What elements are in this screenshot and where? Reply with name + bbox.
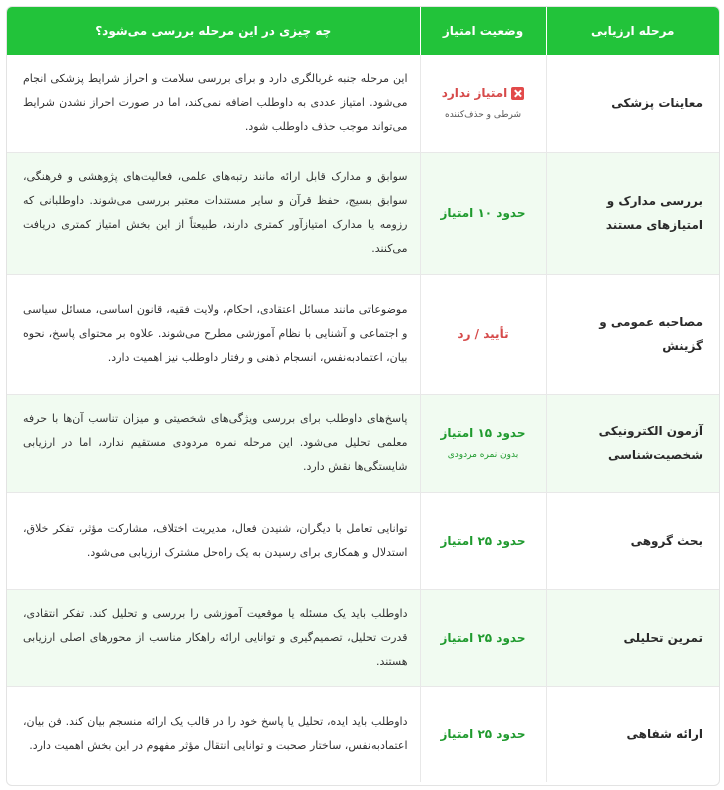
status-cell <box>420 589 546 686</box>
status-label: حدود ۲۵ امتیاز <box>440 630 526 645</box>
status-label: امتیاز ندارد <box>433 83 534 103</box>
stage-cell: بررسی مدارک و امتیازهای مستند <box>546 152 719 274</box>
x-mark-icon <box>511 87 524 100</box>
status-cell <box>420 686 546 782</box>
status-label: حدود ۲۵ امتیاز <box>440 533 526 548</box>
table-row-personality-test <box>7 394 719 492</box>
table-row-oral-presentation <box>7 686 719 782</box>
evaluation-table <box>7 7 719 782</box>
status-cell <box>420 55 546 152</box>
status-cell <box>420 394 546 492</box>
evaluation-table-container <box>6 6 720 786</box>
status-cell <box>420 492 546 589</box>
status-label: حدود ۱۵ امتیاز <box>440 426 526 440</box>
table-row-group-discussion <box>7 492 719 589</box>
status-label: حدود ۲۵ امتیاز <box>440 727 526 742</box>
table-row-interview <box>7 274 719 394</box>
stage-cell: مصاحبه عمومی و گزینش <box>546 274 719 394</box>
description-cell: موضوعاتی مانند مسائل اعتقادی، احکام، ولایت فقیه، قانون اساسی، مسائل سیاسی و اجتماعی و آشنایی با نظام آموزشی مطرح می‌شوند. علاوه بر محتوای پاسخ، نحوه بیان، اعتمادبه‌نفس، انسجام ذهنی و رفتار داوطلب نیز اهمیت دارد. <box>7 274 420 394</box>
table-row-analytical-exercise <box>7 589 719 686</box>
status-subtext: بدون نمره مردودی <box>447 450 519 460</box>
table-row-medical <box>7 55 719 152</box>
header-question: چه چیزی در این مرحله بررسی می‌شود؟ <box>7 7 420 55</box>
stage-cell: معاینات پزشکی <box>546 55 719 152</box>
stage-cell: بحث گروهی <box>546 492 719 589</box>
description-cell: داوطلب باید یک مسئله یا موقعیت آموزشی را بررسی و تحلیل کند. تفکر انتقادی، قدرت تحلیل، تصمیم‌گیری و توانایی ارائه راهکار مناسب از محورهای اصلی ارزیابی هستند. <box>7 589 420 686</box>
header-stage: مرحله ارزیابی <box>546 7 719 55</box>
stage-cell: آزمون الکترونیکی شخصیت‌شناسی <box>546 394 719 492</box>
description-cell: داوطلب باید ایده، تحلیل یا پاسخ خود را در قالب یک ارائه منسجم بیان کند. فن بیان، اعتمادبه‌نفس، ساختار صحبت و توانایی انتقال مؤثر مفهوم در این بخش اهمیت دارد. <box>23 715 408 753</box>
description-cell: سوابق و مدارک قابل ارائه مانند رتبه‌های علمی، فعالیت‌های پژوهشی و فرهنگی، سوابق بسیج، حفظ قرآن و سایر مستندات معتبر بررسی می‌شوند. داوطلبانی که رزومه یا مدارک امتیازآور کمتری دارند، طبیعتاً از این بخش امتیاز کمتری دریافت می‌کنند. <box>7 152 420 274</box>
description-cell: این مرحله جنبه غربالگری دارد و برای بررسی سلامت و احراز شرایط پزشکی انجام می‌شود. امتیاز عددی به داوطلب اضافه نمی‌کند، اما در صورت احراز نشدن شرایط می‌تواند موجب حذف داوطلب شود. <box>7 55 420 152</box>
header-status: وضعیت امتیاز <box>420 7 546 55</box>
status-label: حدود ۱۰ امتیاز <box>440 206 526 220</box>
status-label: تأیید / رد <box>457 327 509 341</box>
status-cell <box>420 152 546 274</box>
status-subtext: شرطی و حذف‌کننده <box>444 110 521 121</box>
description-cell: پاسخ‌های داوطلب برای بررسی ویژگی‌های شخصیتی و میزان تناسب آن‌ها با حرفه معلمی تحلیل می‌شود. این مرحله نمره مردودی مستقیم ندارد، اما در ارزیابی شایستگی‌ها نقش دارد. <box>7 394 420 492</box>
stage-cell: ارائه شفاهی <box>546 686 719 782</box>
stage-cell: تمرین تحلیلی <box>546 589 719 686</box>
table-header-row <box>7 7 719 55</box>
description-cell: توانایی تعامل با دیگران، شنیدن فعال، مدیریت اختلاف، مشارکت مؤثر، تفکر خلاق، استدلال و همکاری برای رسیدن به یک راه‌حل مشترک ارزیابی می‌شود. <box>7 492 420 589</box>
status-cell <box>420 274 546 394</box>
table-row-documents <box>7 152 719 274</box>
